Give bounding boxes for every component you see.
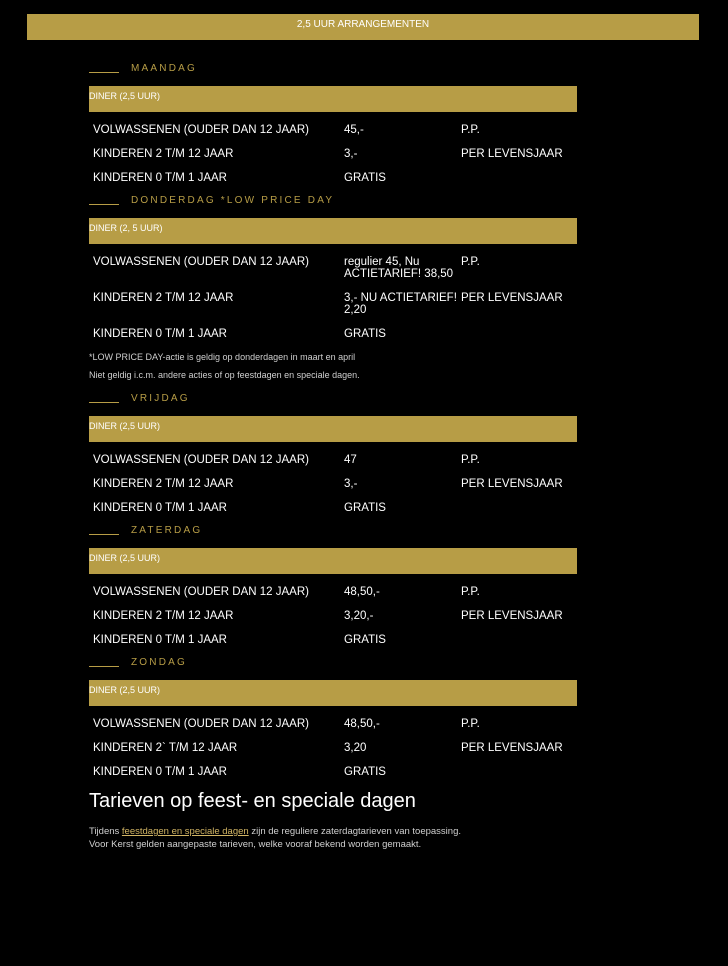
price-unit: P.P. <box>461 124 480 136</box>
christmas-note: Voor Kerst gelden aangepaste tarieven, welke vooraf bekend worden gemaakt. <box>89 839 422 850</box>
price-content <box>89 58 577 851</box>
day-note: *LOW PRICE DAY-actie is geldig op donderdagen in maart en april <box>89 352 356 362</box>
price-unit <box>461 634 577 646</box>
special-text-prefix: Tijdens <box>89 826 122 837</box>
price-value: regulier 45, Nu ACTIETARIEF! 38,50 <box>344 256 454 280</box>
price-row <box>89 580 577 604</box>
special-days-link[interactable]: feestdagen en speciale dagen <box>121 826 249 837</box>
day-header <box>89 520 577 540</box>
day-title: DONDERDAG *LOW PRICE DAY <box>131 194 335 206</box>
price-unit: P.P. <box>461 718 480 730</box>
day-title: ZONDAG <box>131 656 187 668</box>
guest-category: KINDEREN 2` T/M 12 JAAR <box>93 742 238 754</box>
price-row <box>89 322 577 346</box>
day-header <box>89 652 577 672</box>
day-sections <box>89 58 577 784</box>
day-section <box>89 652 577 784</box>
guest-category: VOLWASSENEN (OUDER DAN 12 JAAR) <box>93 718 309 730</box>
diner-band: DINER (2,5 UUR) <box>89 86 577 112</box>
price-unit: PER LEVENSJAAR <box>461 148 563 160</box>
price-row <box>89 118 577 142</box>
day-header <box>89 190 577 210</box>
price-value: 3,20,- <box>344 610 374 622</box>
price-row <box>89 472 577 496</box>
day-section <box>89 58 577 190</box>
guest-category: VOLWASSENEN (OUDER DAN 12 JAAR) <box>93 454 309 466</box>
price-value: 47 <box>344 454 357 466</box>
price-row <box>89 166 577 190</box>
special-text-suffix: zijn de reguliere zaterdagtarieven van toepassing. <box>248 826 462 837</box>
price-unit: P.P. <box>461 256 480 268</box>
guest-category: KINDEREN 0 T/M 1 JAAR <box>93 502 227 514</box>
price-row <box>89 286 577 322</box>
price-unit <box>461 172 577 184</box>
price-unit: PER LEVENSJAAR <box>461 610 563 622</box>
diner-band: DINER (2,5 UUR) <box>89 416 577 442</box>
price-value: 48,50,- <box>344 718 380 730</box>
price-value: 3,- NU ACTIETARIEF! 2,20 <box>344 292 457 316</box>
price-unit <box>461 328 577 340</box>
price-unit: PER LEVENSJAAR <box>461 292 563 304</box>
price-rows <box>89 112 577 190</box>
price-value: 3,20 <box>344 742 367 754</box>
special-days-heading: Tarieven op feest- en speciale dagen <box>89 790 416 812</box>
guest-category: KINDEREN 2 T/M 12 JAAR <box>93 478 234 490</box>
price-value: GRATIS <box>344 172 386 184</box>
day-section <box>89 388 577 520</box>
price-unit: PER LEVENSJAAR <box>461 742 563 754</box>
price-row <box>89 448 577 472</box>
price-value: GRATIS <box>344 634 386 646</box>
price-unit: P.P. <box>461 454 480 466</box>
day-divider <box>89 534 119 535</box>
day-title: MAANDAG <box>131 62 197 74</box>
day-divider <box>89 402 119 403</box>
guest-category: KINDEREN 0 T/M 1 JAAR <box>93 328 227 340</box>
day-note: Niet geldig i.c.m. andere acties of op feestdagen en speciale dagen. <box>89 370 360 380</box>
arrangements-header: 2,5 UUR ARRANGEMENTEN <box>27 14 699 40</box>
price-value: 3,- <box>344 148 358 160</box>
price-unit: P.P. <box>461 586 480 598</box>
price-value: 48,50,- <box>344 586 380 598</box>
guest-category: VOLWASSENEN (OUDER DAN 12 JAAR) <box>93 256 309 268</box>
price-row <box>89 760 577 784</box>
day-header <box>89 388 577 408</box>
price-unit <box>461 502 577 514</box>
day-title: VRIJDAG <box>131 392 190 404</box>
diner-band: DINER (2,5 UUR) <box>89 548 577 574</box>
price-row <box>89 628 577 652</box>
price-rows <box>89 574 577 652</box>
diner-band: DINER (2, 5 UUR) <box>89 218 577 244</box>
day-divider <box>89 204 119 205</box>
day-section <box>89 190 577 380</box>
guest-category: KINDEREN 2 T/M 12 JAAR <box>93 610 234 622</box>
price-row <box>89 736 577 760</box>
day-divider <box>89 72 119 73</box>
guest-category: KINDEREN 0 T/M 1 JAAR <box>93 172 227 184</box>
guest-category: KINDEREN 0 T/M 1 JAAR <box>93 766 227 778</box>
guest-category: KINDEREN 2 T/M 12 JAAR <box>93 292 234 304</box>
price-value: GRATIS <box>344 502 386 514</box>
price-unit: PER LEVENSJAAR <box>461 478 563 490</box>
guest-category: VOLWASSENEN (OUDER DAN 12 JAAR) <box>93 586 309 598</box>
day-section <box>89 520 577 652</box>
price-row <box>89 250 577 286</box>
price-value: GRATIS <box>344 328 386 340</box>
price-rows <box>89 706 577 784</box>
day-divider <box>89 666 119 667</box>
price-row <box>89 142 577 166</box>
price-rows <box>89 442 577 520</box>
diner-band: DINER (2,5 UUR) <box>89 680 577 706</box>
special-days-text <box>89 825 577 851</box>
price-rows <box>89 244 577 346</box>
price-row <box>89 604 577 628</box>
guest-category: KINDEREN 2 T/M 12 JAAR <box>93 148 234 160</box>
price-row <box>89 496 577 520</box>
day-header <box>89 58 577 78</box>
price-value: 3,- <box>344 478 358 490</box>
day-title: ZATERDAG <box>131 524 203 536</box>
price-value: GRATIS <box>344 766 386 778</box>
price-unit <box>461 766 577 778</box>
guest-category: VOLWASSENEN (OUDER DAN 12 JAAR) <box>93 124 309 136</box>
price-value: 45,- <box>344 124 364 136</box>
price-row <box>89 712 577 736</box>
guest-category: KINDEREN 0 T/M 1 JAAR <box>93 634 227 646</box>
